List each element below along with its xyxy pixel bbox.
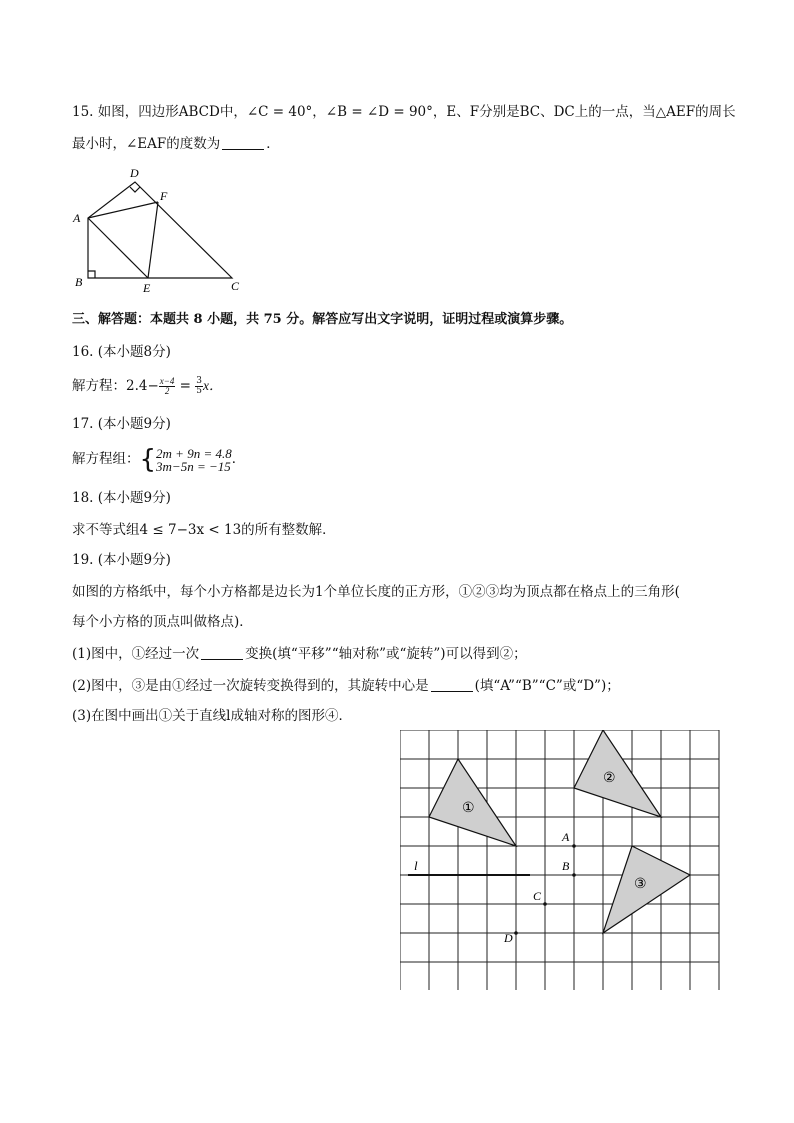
label-f: F: [160, 189, 168, 203]
q16-equation: [72, 374, 223, 398]
q19-part2-blank[interactable]: [431, 677, 473, 692]
q16-fraction-1: [159, 377, 176, 396]
label-point-b: B: [562, 859, 570, 873]
q16-suffix: x．: [203, 378, 223, 393]
q15-answer-blank[interactable]: [222, 135, 264, 150]
q17-eq2: 3m−5n = −15: [156, 458, 231, 474]
point-a: [572, 844, 576, 848]
q15-line2-end: ．: [266, 136, 280, 152]
q17-suffix: ．: [231, 451, 246, 467]
point-b: [572, 873, 576, 877]
q16-head: 16. (本小题8分): [72, 344, 171, 360]
point-d: [514, 931, 518, 935]
q15-line2: [72, 134, 280, 154]
q19-part1-a: (1)图中，①经过一次: [72, 646, 200, 662]
q16-frac1-den: 2: [164, 386, 170, 396]
seg-ae: [88, 218, 148, 278]
section-3-header: 三、解答题：本题共 8 小题，共 75 分。解答应写出文字说明，证明过程或演算步骤。: [72, 312, 573, 327]
q19-part3: (3)在图中画出①关于直线l成轴对称的图形④．: [72, 708, 352, 724]
label-e: E: [143, 281, 151, 295]
label-d: D: [130, 166, 139, 180]
right-angle-d: [130, 187, 140, 192]
label-a: A: [73, 211, 81, 225]
q19-part1-blank[interactable]: [201, 645, 243, 660]
seg-ef: [148, 202, 158, 278]
q19-grid-figure: [400, 730, 720, 990]
q19-line2: 每个小方格的顶点叫做格点)．: [72, 614, 253, 630]
q15-line2-text: 最小时，∠EAF的度数为: [72, 136, 221, 152]
label-point-c: C: [533, 889, 542, 903]
label-point-d: D: [504, 931, 513, 945]
q18-text: 求不等式组4 ≤ 7−3x < 13的所有整数解．: [72, 522, 336, 538]
q19-part1: [72, 644, 527, 664]
label-c: C: [231, 279, 240, 293]
q19-part2-a: (2)图中，③是由①经过一次旋转变换得到的，其旋转中心是: [72, 678, 429, 694]
q17-prefix: 解方程组：: [72, 451, 140, 467]
q17-equations: [156, 447, 232, 473]
q19-line1: 如图的方格纸中，每个小方格都是边长为1个单位长度的正方形，①②③均为顶点都在格点上的三角形(: [72, 584, 680, 600]
label-b: B: [75, 275, 83, 289]
q19-head: 19. (本小题9分): [72, 552, 171, 568]
q16-frac2-num: 3: [196, 376, 202, 386]
q16-prefix: 解方程：2.4−: [72, 378, 159, 394]
grid-lines: [400, 730, 719, 990]
q16-fraction-2: [195, 377, 203, 396]
point-c: [543, 902, 547, 906]
q19-part1-b: 变换(填“平移”“轴对称”或“旋转”)可以得到②；: [245, 646, 527, 662]
q16-eq: =: [175, 378, 196, 394]
label-triangle-2: ②: [603, 771, 616, 786]
label-triangle-1: ①: [462, 801, 475, 816]
triangle-2: [574, 730, 661, 817]
label-point-a: A: [562, 830, 570, 844]
q18-head: 18. (本小题9分): [72, 490, 171, 506]
q19-part2-b: (填“A”“B”“C”或“D”)；: [474, 678, 620, 694]
q17-head: 17. (本小题9分): [72, 416, 171, 432]
q17-eq1: 2m + 9n = 4.8: [156, 445, 232, 461]
q17-system: [72, 444, 245, 475]
q15-figure: [70, 162, 250, 296]
q17-brace: {: [139, 444, 157, 475]
label-triangle-3: ③: [634, 877, 647, 892]
right-angle-b: [88, 271, 95, 278]
label-l: l: [414, 858, 418, 873]
q19-part2: [72, 676, 620, 696]
q16-frac2-den: 5: [196, 386, 202, 396]
q15-line1: 15. 如图，四边形ABCD中，∠C = 40°，∠B = ∠D = 90°，E、F分别是BC、DC上的一点，当△AEF的周长: [72, 104, 736, 120]
q16-frac1-num: x−4: [159, 376, 175, 386]
